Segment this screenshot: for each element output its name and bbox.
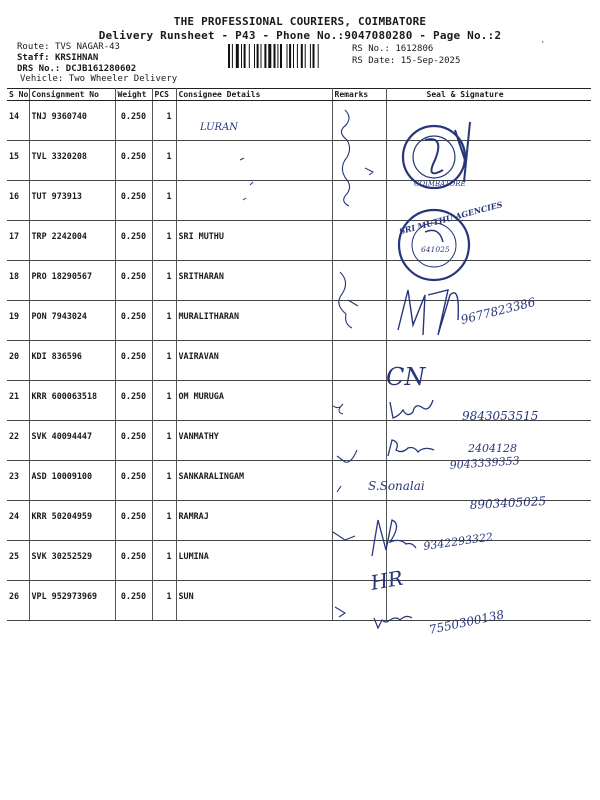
cell-weight: 0.250 bbox=[115, 301, 152, 341]
cell-weight: 0.250 bbox=[115, 461, 152, 501]
col-sno: S No bbox=[9, 90, 29, 99]
cell-seal bbox=[386, 461, 591, 501]
table-row bbox=[7, 541, 591, 581]
cell-remarks bbox=[332, 261, 386, 301]
cell-remarks bbox=[332, 141, 386, 181]
hw-row24-phone: 9342293322 bbox=[422, 530, 494, 553]
cell-consignment: KRR 600063518 bbox=[29, 381, 115, 421]
cell-remarks bbox=[332, 301, 386, 341]
cell-weight: 0.250 bbox=[115, 221, 152, 261]
barcode bbox=[228, 44, 348, 68]
cell-seal bbox=[386, 381, 591, 421]
hw-row22-phone: 9043339353 bbox=[449, 454, 521, 472]
stamp2-code: 641025 bbox=[421, 245, 450, 254]
cell-seal bbox=[386, 181, 591, 221]
rs-date: RS Date: 15-Sep-2025 bbox=[352, 56, 461, 66]
vehicle-value: Two Wheeler Delivery bbox=[68, 74, 178, 84]
hw-row19-phone: 9677823386 bbox=[459, 294, 537, 327]
col-consignee: Consignee Details bbox=[176, 89, 332, 101]
hw-row22-date: 2404128 bbox=[468, 442, 517, 455]
cell-consignment: KRR 50204959 bbox=[29, 501, 115, 541]
cell-weight: 0.250 bbox=[115, 181, 152, 221]
col-consignment: Consignment No bbox=[29, 89, 115, 101]
cell-consignee: RAMRAJ bbox=[176, 501, 332, 541]
table-row bbox=[7, 101, 591, 141]
cell-seal bbox=[386, 101, 591, 141]
cell-consignment: PRO 18290567 bbox=[29, 261, 115, 301]
cell-pcs: 1 bbox=[152, 501, 176, 541]
barcode-bar bbox=[236, 44, 239, 68]
cell-sno: 26 bbox=[7, 581, 29, 621]
cell-sno: 16 bbox=[7, 181, 29, 221]
barcode-bar bbox=[249, 44, 250, 68]
cell-consignee: SANKARALINGAM bbox=[176, 461, 332, 501]
cell-consignee: VANMATHY bbox=[176, 421, 332, 461]
cell-weight: 0.250 bbox=[115, 101, 152, 141]
barcode-bar bbox=[310, 44, 311, 68]
cell-pcs: 1 bbox=[152, 581, 176, 621]
table-row bbox=[7, 341, 591, 381]
cell-seal bbox=[386, 541, 591, 581]
table-header-row bbox=[7, 89, 591, 101]
hw-row25-sign: HR bbox=[368, 565, 405, 595]
barcode-bar bbox=[280, 44, 282, 68]
cell-pcs: 1 bbox=[152, 221, 176, 261]
cell-pcs: 1 bbox=[152, 141, 176, 181]
table-row bbox=[7, 581, 591, 621]
cell-seal bbox=[386, 341, 591, 381]
drs-value: DCJB161280602 bbox=[65, 64, 137, 74]
hw-row20-sign: CN bbox=[386, 363, 426, 391]
cell-consignee bbox=[176, 141, 332, 181]
cell-sno: 15 bbox=[7, 141, 29, 181]
barcode-bar bbox=[254, 44, 255, 68]
barcode-bar bbox=[264, 44, 266, 68]
cell-weight: 0.250 bbox=[115, 381, 152, 421]
hw-row23-name: S.Sonalai bbox=[368, 479, 425, 493]
cell-consignment: SVK 30252529 bbox=[29, 541, 115, 581]
cell-weight: 0.250 bbox=[115, 501, 152, 541]
cell-sno: 22 bbox=[7, 421, 29, 461]
cell-remarks bbox=[332, 341, 386, 381]
col-pcs: PCS bbox=[152, 89, 176, 101]
table-row bbox=[7, 181, 591, 221]
cell-consignee: MURALITHARAN bbox=[176, 301, 332, 341]
cell-weight: 0.250 bbox=[115, 341, 152, 381]
barcode-bar bbox=[228, 44, 230, 68]
cell-consignment: TVL 3320208 bbox=[29, 141, 115, 181]
vehicle-line bbox=[20, 74, 177, 84]
hw-row21-phone: 9843053515 bbox=[462, 409, 539, 423]
cell-consignment: KDI 836596 bbox=[29, 341, 115, 381]
cell-seal bbox=[386, 581, 591, 621]
page-mark: · bbox=[540, 38, 546, 48]
table-row bbox=[7, 461, 591, 501]
cell-remarks bbox=[332, 501, 386, 541]
cell-consignee bbox=[176, 101, 332, 141]
cell-pcs: 1 bbox=[152, 461, 176, 501]
cell-sno: 23 bbox=[7, 461, 29, 501]
cell-weight: 0.250 bbox=[115, 261, 152, 301]
table-row bbox=[7, 141, 591, 181]
cell-seal bbox=[386, 261, 591, 301]
hw-row26-phone: 7550300138 bbox=[427, 607, 506, 637]
route-value: TVS NAGAR-43 bbox=[54, 42, 120, 52]
cell-sno: 24 bbox=[7, 501, 29, 541]
barcode-bar bbox=[241, 44, 242, 68]
cell-consignee: SRI MUTHU bbox=[176, 221, 332, 261]
stamp2-text: SRI MUTHU AGENCIES bbox=[398, 199, 504, 237]
cell-seal bbox=[386, 301, 591, 341]
cell-consignee bbox=[176, 181, 332, 221]
cell-sno: 17 bbox=[7, 221, 29, 261]
barcode-bar bbox=[268, 44, 271, 68]
cell-pcs: 1 bbox=[152, 541, 176, 581]
barcode-bar bbox=[313, 44, 315, 68]
cell-pcs: 1 bbox=[152, 261, 176, 301]
cell-weight: 0.250 bbox=[115, 541, 152, 581]
cell-pcs: 1 bbox=[152, 181, 176, 221]
cell-sno: 18 bbox=[7, 261, 29, 301]
route-label: Route: bbox=[17, 42, 50, 52]
staff-line bbox=[17, 53, 98, 63]
col-seal: Seal & Signature bbox=[386, 89, 591, 101]
cell-remarks bbox=[332, 541, 386, 581]
cell-remarks bbox=[332, 221, 386, 261]
cell-consignee: SUN bbox=[176, 581, 332, 621]
barcode-bar bbox=[274, 44, 276, 68]
barcode-bar bbox=[257, 44, 259, 68]
cell-sno: 20 bbox=[7, 341, 29, 381]
cell-weight: 0.250 bbox=[115, 421, 152, 461]
cell-consignment: SVK 40094447 bbox=[29, 421, 115, 461]
rs-number: RS No.: 1612806 bbox=[352, 44, 434, 54]
barcode-bar bbox=[287, 44, 288, 68]
stamp1-text: COIMBATORE bbox=[414, 180, 466, 188]
cell-sno: 21 bbox=[7, 381, 29, 421]
barcode-bar bbox=[232, 44, 233, 68]
staff-label: Staff: bbox=[17, 53, 50, 63]
table-row bbox=[7, 381, 591, 421]
hw-row23-phone: 8903405025 bbox=[469, 494, 547, 512]
route-line bbox=[17, 42, 120, 52]
cell-pcs: 1 bbox=[152, 341, 176, 381]
cell-sno: 25 bbox=[7, 541, 29, 581]
vehicle-label: Vehicle: bbox=[20, 74, 64, 84]
cell-remarks bbox=[332, 581, 386, 621]
drs-label: DRS No.: bbox=[17, 64, 61, 74]
barcode-bar bbox=[289, 44, 291, 68]
cell-pcs: 1 bbox=[152, 421, 176, 461]
barcode-bar bbox=[261, 44, 262, 68]
table-row bbox=[7, 301, 591, 341]
barcode-bar bbox=[297, 44, 298, 68]
runsheet-table bbox=[7, 88, 591, 621]
runsheet-title: Delivery Runsheet - P43 - Phone No.:9047080280 - Page No.:2 bbox=[98, 29, 502, 42]
col-remarks: Remarks bbox=[332, 89, 386, 101]
table-row bbox=[7, 261, 591, 301]
cell-consignee: LUMINA bbox=[176, 541, 332, 581]
cell-weight: 0.250 bbox=[115, 581, 152, 621]
cell-consignment: ASD 10009100 bbox=[29, 461, 115, 501]
cell-consignment: TNJ 9360740 bbox=[29, 101, 115, 141]
cell-consignment: TRP 2242004 bbox=[29, 221, 115, 261]
barcode-bar bbox=[305, 44, 306, 68]
drs-line bbox=[17, 64, 136, 74]
staff-value: KRSIHNAN bbox=[54, 53, 99, 63]
table-row bbox=[7, 221, 591, 261]
barcode-bar bbox=[318, 44, 319, 68]
company-title: THE PROFESSIONAL COURIERS, COIMBATORE bbox=[173, 15, 427, 28]
hw-row14-name: LURAN bbox=[200, 122, 239, 133]
table-row bbox=[7, 501, 591, 541]
cell-seal bbox=[386, 221, 591, 261]
cell-seal bbox=[386, 501, 591, 541]
cell-seal bbox=[386, 141, 591, 181]
cell-consignment: VPL 952973969 bbox=[29, 581, 115, 621]
barcode-bar bbox=[301, 44, 303, 68]
cell-pcs: 1 bbox=[152, 301, 176, 341]
cell-seal bbox=[386, 421, 591, 461]
barcode-bar bbox=[277, 44, 278, 68]
cell-sno: 19 bbox=[7, 301, 29, 341]
cell-consignee: SRITHARAN bbox=[176, 261, 332, 301]
table-row bbox=[7, 421, 591, 461]
cell-remarks bbox=[332, 381, 386, 421]
cell-remarks bbox=[332, 461, 386, 501]
cell-pcs: 1 bbox=[152, 381, 176, 421]
cell-consignment: PON 7943024 bbox=[29, 301, 115, 341]
col-weight: Weight bbox=[115, 89, 152, 101]
cell-consignment: TUT 973913 bbox=[29, 181, 115, 221]
cell-remarks bbox=[332, 101, 386, 141]
cell-remarks bbox=[332, 181, 386, 221]
barcode-bar bbox=[293, 44, 294, 68]
cell-remarks bbox=[332, 421, 386, 461]
cell-consignee: VAIRAVAN bbox=[176, 341, 332, 381]
barcode-bar bbox=[244, 44, 246, 68]
cell-weight: 0.250 bbox=[115, 141, 152, 181]
cell-sno: 14 bbox=[7, 101, 29, 141]
cell-consignee: OM MURUGA bbox=[176, 381, 332, 421]
cell-pcs: 1 bbox=[152, 101, 176, 141]
